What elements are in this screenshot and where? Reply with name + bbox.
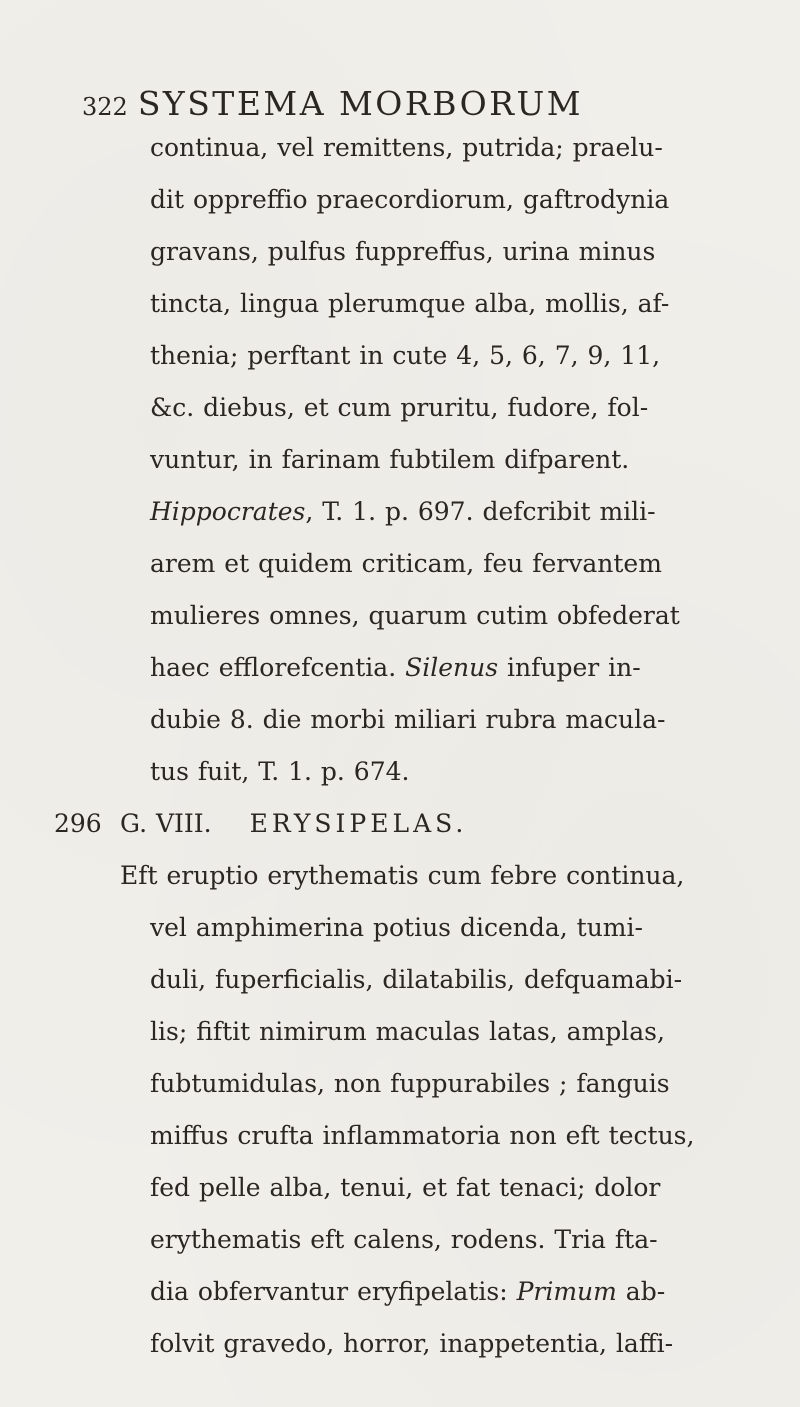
author-name: Silenus xyxy=(405,653,499,682)
disease-name: ERYSIPELAS. xyxy=(249,809,468,838)
text-line: folvit gravedo, horror, inappetentia, laffi- xyxy=(150,1329,674,1358)
text-line: arem et quidem criticam, feu fervantem xyxy=(150,549,662,578)
text-line: vel amphimerina potius dicenda, tumi- xyxy=(150,913,643,942)
text-line: vuntur, in farinam fubtilem difparent. xyxy=(150,445,630,474)
running-header xyxy=(82,84,583,127)
text-line: mulieres omnes, quarum cutim obfederat xyxy=(150,601,680,630)
text-line: thenia; perftant in cute 4, 5, 6, 7, 9, 11, xyxy=(150,341,661,370)
text-line: gravans, pulfus fuppreffus, urina minus xyxy=(150,237,656,266)
text-line: dia obfervantur eryfipelatis: Primum ab- xyxy=(150,1277,666,1306)
text-line: dubie 8. die morbi miliari rubra macula- xyxy=(150,705,666,734)
text-line: Eft eruptio erythematis cum febre continua, xyxy=(120,861,685,890)
text-line: dit oppreffio praecordiorum, gaftrodynia xyxy=(150,185,670,214)
genus-label: G. VIII. xyxy=(120,809,212,838)
text-line: duli, fuperficialis, dilatabilis, defquamabi- xyxy=(150,965,683,994)
text-line: tincta, lingua plerumque alba, mollis, af- xyxy=(150,289,670,318)
text-line: continua, vel remittens, putrida; praelu- xyxy=(150,133,663,162)
text-line: &c. diebus, et cum pruritu, fudore, fol- xyxy=(150,393,649,422)
running-title: SYSTEMA MORBORUM xyxy=(137,84,584,123)
section-heading xyxy=(120,808,467,840)
text-line: tus fuit, T. 1. p. 674. xyxy=(150,757,410,786)
section-number: 296 xyxy=(54,809,102,838)
text-line: erythematis eft calens, rodens. Tria fta- xyxy=(150,1225,658,1254)
emphasis: Primum xyxy=(516,1277,617,1306)
text-line: Hippocrates, T. 1. p. 697. defcribit mili- xyxy=(150,497,656,526)
text-line: lis; fiftit nimirum maculas latas, amplas, xyxy=(150,1017,665,1046)
text-line: fed pelle alba, tenui, et fat tenaci; dolor xyxy=(150,1173,661,1202)
page-number: 322 xyxy=(82,93,128,121)
text-line: fubtumidulas, non fuppurabiles ; fanguis xyxy=(150,1069,670,1098)
author-name: Hippocrates xyxy=(150,497,306,526)
text-line: miffus crufta inflammatoria non eft tectus, xyxy=(150,1121,695,1150)
text-line: haec efflorefcentia. Silenus infuper in- xyxy=(150,653,641,682)
